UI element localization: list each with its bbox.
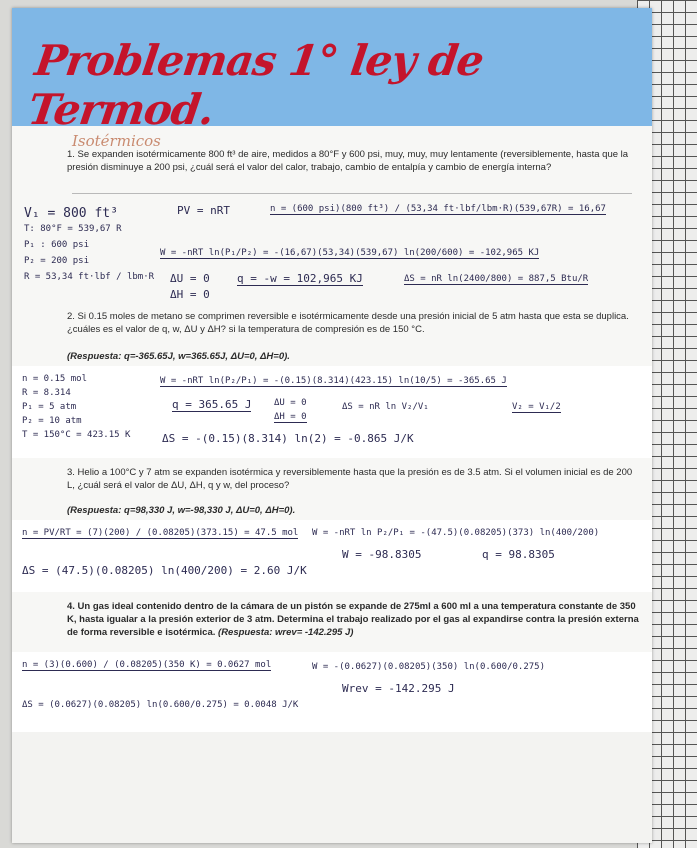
problem-3-text: 3. Helio a 100°C y 7 atm se expanden isotérmica y reversiblemente hasta que la presión es de 3.5 atm. Si el volumen inicial es de 200 L, ¿cuál será el valor de ΔU, ΔH, q y w, del proceso? (67, 467, 633, 491)
work-line: PV = nRT (177, 204, 230, 217)
work-line: n = (3)(0.600) / (0.08205)(350 K) = 0.0627 mol (22, 660, 272, 670)
divider (72, 193, 632, 194)
work-line: P₁ = 5 atm (22, 402, 77, 412)
work-line: ΔH = 0 (170, 288, 210, 301)
title-banner (12, 8, 652, 134)
page-title: Problemas 1° ley de Termod. (25, 36, 487, 134)
work-line: T = 150°C = 423.15 K (22, 430, 131, 440)
work-line: ΔU = 0 (170, 272, 210, 285)
problem-4-text (67, 600, 642, 639)
problem-2-statement: 2. Si 0.15 moles de metano se comprimen reversible e isotérmicamente desde una presión inicial de 5 atm hasta que esta se duplica. ¿cuáles es el valor de q, w, ΔU y ΔH? si la temperatura de compresión es de 150 °C. (67, 311, 629, 335)
work-line: n = (600 psi)(800 ft³) / (53,34 ft·lbf/lbm·R)(539,67R) = 16,67 (270, 204, 606, 214)
work-line: ΔU = 0 (274, 398, 307, 408)
work-line: R = 53,34 ft·lbf / lbm·R (24, 272, 155, 282)
work-line: ΔS = nR ln(2400/800) = 887,5 Btu/R (404, 274, 589, 284)
worksheet-page (12, 8, 652, 843)
problem-1-text: 1. Se expanden isotérmicamente 800 ft³ de aire, medidos a 80°F y 600 psi, muy, muy, muy lentamente (reversiblemente, hasta que la presión disminuye a 200 psi, ¿cuál será el valor del calor, trabajo, cambio de entalpía y cambio de energía interna? (67, 149, 629, 173)
problem-2-answer: (Respuesta: q=-365.65J, w=365.65J, ΔU=0, ΔH=0). (67, 351, 290, 362)
work-line: V₁ = 800 ft³ (24, 206, 118, 221)
work-line: ΔS = -(0.15)(8.314) ln(2) = -0.865 J/K (162, 432, 414, 445)
work-line: ΔH = 0 (274, 412, 307, 422)
work-line: ΔS = (0.0627)(0.08205) ln(0.600/0.275) = 0.0048 J/K (22, 700, 299, 710)
work-line: P₂ = 10 atm (22, 416, 82, 426)
work-line: n = PV/RT = (7)(200) / (0.08205)(373.15) = 47.5 mol (22, 528, 299, 538)
problem-4-statement: 4. Un gas ideal contenido dentro de la cámara de un pistón se expande de 275ml a 600 ml a una temperatura constante de 350 K, hasta igualar a la presión exterior de 3 atm. Determina el trabajo realizado por el gas al expandirse contra la presión externa de forma reversible e isotérmica. (67, 601, 639, 638)
work-line: ΔS = nR ln V₂/V₁ (342, 402, 429, 412)
work-line: W = -98.8305 (342, 548, 422, 561)
work-line: ΔS = (47.5)(0.08205) ln(400/200) = 2.60 J/K (22, 564, 307, 577)
work-line: W = -nRT ln P₂/P₁ = -(47.5)(0.08205)(373) ln(400/200) (312, 528, 600, 538)
work-line: n = 0.15 mol (22, 374, 88, 384)
work-line: V₂ = V₁/2 (512, 402, 561, 412)
section-heading: Isotérmicos (72, 132, 161, 150)
work-line: T: 80°F = 539,67 R (24, 224, 122, 234)
work-line: R = 8.314 (22, 388, 71, 398)
problem-3-answer: (Respuesta: q=98,330 J, w=-98,330 J, ΔU=0, ΔH=0). (67, 505, 296, 516)
work-line: Wrev = -142.295 J (342, 682, 455, 695)
work-line: q = -w = 102,965 KJ (237, 272, 363, 285)
problem-4-answer: (Respuesta: wrev= -142.295 J) (218, 627, 354, 638)
problem-2-text (67, 310, 637, 336)
work-line: P₁ : 600 psi (24, 240, 90, 250)
work-line: q = 365.65 J (172, 398, 252, 411)
work-line: P₂ = 200 psi (24, 256, 90, 266)
work-line: q = 98.8305 (482, 548, 555, 561)
work-line: W = -nRT ln(P₂/P₁) = -(0.15)(8.314)(423.15) ln(10/5) = -365.65 J (160, 376, 507, 386)
blank-area (12, 732, 652, 843)
work-line: W = -(0.0627)(0.08205)(350) ln(0.600/0.275) (312, 662, 545, 672)
work-line: W = -nRT ln(P₁/P₂) = -(16,67)(53,34)(539,67) ln(200/600) = -102,965 KJ (160, 248, 540, 258)
